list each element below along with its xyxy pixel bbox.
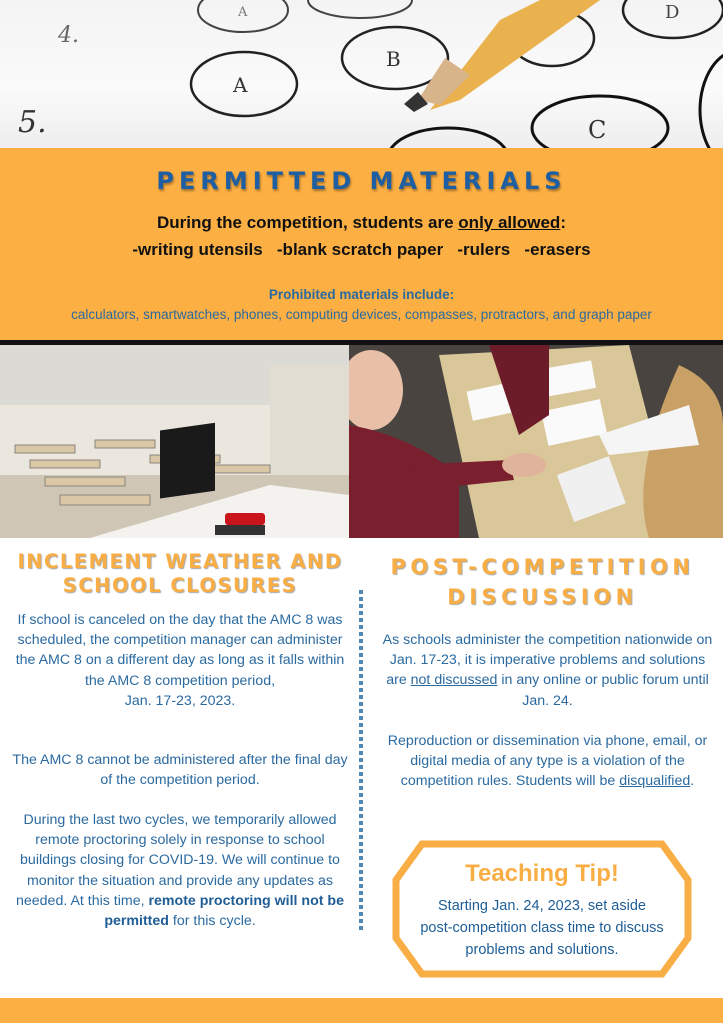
weather-title-line2: SCHOOL CLOSURES [62,574,298,597]
teaching-tip-title: Teaching Tip! [465,860,619,887]
weather-title-line1: INCLEMENT WEATHER AND [17,550,343,573]
teaching-tip-box [392,840,692,978]
answer-sheet-illustration [0,0,723,148]
column-dotted-divider [359,590,363,930]
prohibited-items-list: calculators, smartwatches, phones, computing devices, compasses, protractors, and graph paper [71,307,652,322]
post-p2-end: . [690,773,695,790]
post-title-line1: POST-COMPETITION [390,555,695,579]
footer-band [0,998,723,1023]
teaching-tip-text [400,895,684,961]
weather-p3-end: for this cycle. [168,913,256,930]
weather-p3-text: During the last two cycles, we temporarily allowed remote proctoring solely in response to school buildings closing for COVID-19. We will continue to monitor the situation and provide any updates as needed. At this time, [16,812,340,909]
prohibited-label: Prohibited materials include: [268,287,455,302]
weather-paragraph-remote-proctoring [10,810,350,931]
post-title-line2: DISCUSSION [447,585,638,609]
tip-line2: post-competition class time to discuss [420,920,664,936]
svg-text:A: A [238,5,248,20]
post-paragraph-disqualification [380,731,715,792]
competition-period-date: Jan. 17-23, 2023. [124,692,236,709]
post-p1-end: in any online or public forum until Jan. 24. [497,672,709,709]
svg-text:D: D [665,2,680,23]
post-p1-start: As schools administer the competition nationwide on Jan. 17-23, it is imperative problems and solutions are [382,632,713,689]
students-photo [349,345,723,538]
students-illustration [349,345,723,538]
permitted-materials-title: PERMITTED MATERIALS [156,167,567,195]
only-allowed-emphasis: only allowed [458,213,561,232]
classroom-photo [0,345,349,538]
svg-text:B: B [386,47,401,71]
svg-text:5.: 5. [18,105,47,140]
classroom-illustration [0,345,349,538]
permitted-materials-section [0,148,723,341]
post-paragraph-no-discussion [380,630,715,711]
allowed-intro-prefix: During the competition, students are [156,213,459,232]
svg-text:4.: 4. [58,23,79,48]
tip-line1: Starting Jan. 24, 2023, set aside [438,898,646,914]
allowed-intro-text [0,213,723,233]
weather-paragraph-deadline: The AMC 8 cannot be administered after the final day of the competition period. [12,752,348,789]
not-discussed-emphasis: not discussed [410,672,498,689]
allowed-items-list: -writing utensils -blank scratch paper -rulers -erasers [132,240,591,259]
inclement-weather-title [0,550,360,598]
svg-text:C: C [588,116,607,144]
post-competition-title [370,552,715,612]
weather-p1-text: If school is canceled on the day that the AMC 8 was scheduled, the competition manager can administer the AMC 8 on a different day as long as it falls within the AMC 8 competition period, [15,612,345,689]
tip-line3: problems and solutions. [465,942,619,958]
remote-proctoring-notice: remote proctoring will not be permitted [104,892,344,930]
disqualified-emphasis: disqualified [619,773,691,790]
post-p2-start: Reproduction or dissemination via phone, email, or digital media of any type is a violation of the competition rules. Students will be [387,733,708,790]
weather-paragraph-cancellation [10,610,350,711]
allowed-intro-suffix: : [560,213,566,232]
hero-answer-sheet-image [0,0,723,148]
svg-text:A: A [233,73,248,97]
